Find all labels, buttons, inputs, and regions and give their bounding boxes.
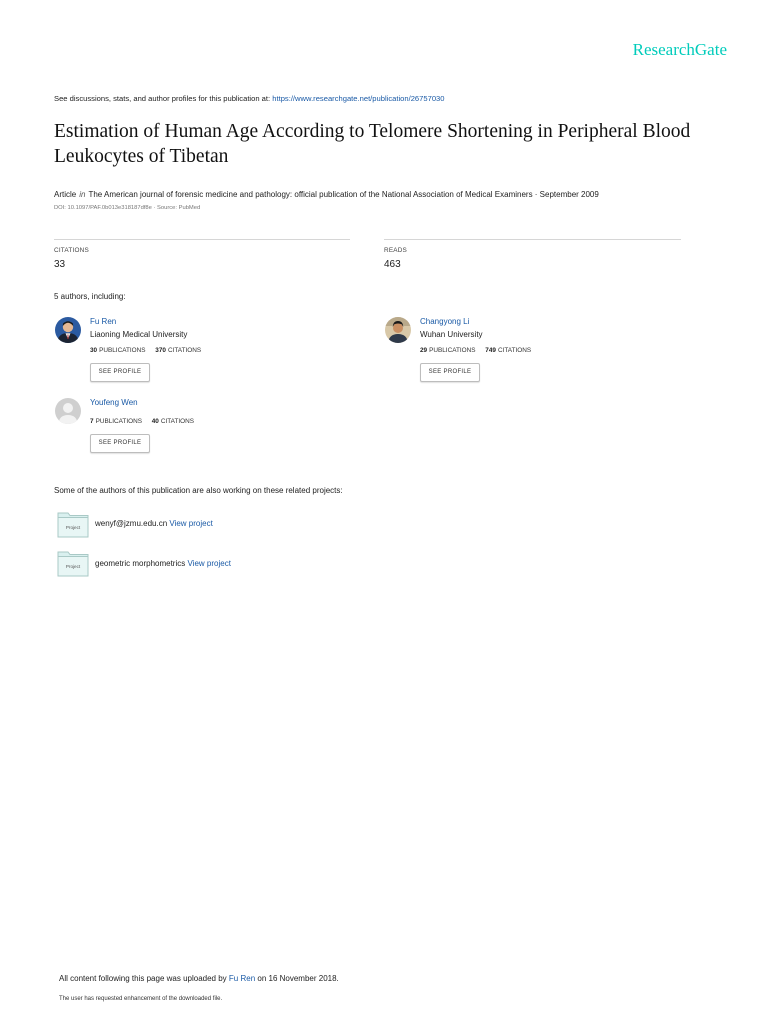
publications-count: 30 [90,347,98,354]
publications-label: PUBLICATIONS [429,347,476,354]
citations-value: 33 [54,259,66,270]
upload-suffix: on 16 November 2018. [257,974,339,983]
author-institution: Liaoning Medical University [90,330,188,339]
view-project-link[interactable]: View project [187,559,231,568]
author-name[interactable]: Changyong Li [420,317,470,326]
author-stats [420,347,531,354]
avatar[interactable] [55,398,81,424]
paper-title: Estimation of Human Age According to Telomere Shortening in Peripheral Blood Leukocytes of Tibetan [54,121,691,167]
citations-label: CITATIONS [167,347,202,354]
author-stats [90,418,194,425]
author-name[interactable]: Youfeng Wen [90,398,138,407]
publications-count: 7 [90,418,94,425]
project-folder-icon [57,510,89,538]
projects-header: Some of the authors of this publication are also working on these related projects: [54,486,343,495]
divider [54,239,350,240]
avatar[interactable] [385,317,411,343]
citations-count: 40 [151,418,159,425]
svg-text:Project: Project [65,525,81,530]
see-profile-button[interactable]: SEE PROFILE [420,363,480,382]
see-profile-button[interactable]: SEE PROFILE [90,363,150,382]
enhancement-note: The user has requested enhancement of the downloaded file. [59,996,223,1002]
authors-header: 5 authors, including: [54,292,126,301]
project-name: geometric morphometrics [95,559,186,568]
researchgate-logo[interactable]: ResearchGate [632,40,727,59]
author-institution: Wuhan University [420,330,483,339]
reads-value: 463 [384,259,401,270]
avatar[interactable] [55,317,81,343]
discussion-prefix: See discussions, stats, and author profiles for this publication at: [54,94,271,103]
upload-prefix: All content following this page was uploaded by [59,974,227,983]
discussion-line [54,94,445,103]
author-name[interactable]: Fu Ren [90,317,117,326]
see-profile-button[interactable]: SEE PROFILE [90,434,150,453]
divider [384,239,681,240]
article-in: in [79,190,86,199]
publications-label: PUBLICATIONS [95,418,142,425]
person-photo-icon [55,317,81,343]
project-item [95,559,231,568]
person-photo-icon [385,317,411,343]
publications-label: PUBLICATIONS [99,347,146,354]
publication-url-link[interactable]: https://www.researchgate.net/publication/26757030 [272,94,445,103]
article-info-line [54,190,599,199]
citations-label: CITATIONS [160,418,194,425]
default-avatar-icon [55,398,81,424]
view-project-link[interactable]: View project [169,519,213,528]
reads-label: READS [384,247,408,254]
doi-line: DOI: 10.1097/PAF.0b013e318187df8e · Source: PubMed [54,205,201,211]
citations-count: 749 [485,347,496,354]
publications-count: 29 [420,347,428,354]
citations-label: CITATIONS [54,247,89,254]
project-folder-icon [57,549,89,577]
citations-count: 370 [155,347,166,354]
upload-info [59,974,339,983]
citations-label: CITATIONS [497,347,532,354]
svg-text:Project: Project [65,564,81,569]
project-name: wenyf@jzmu.edu.cn [95,519,168,528]
article-type: Article [54,190,77,199]
author-stats [90,347,201,354]
uploader-link[interactable]: Fu Ren [228,974,256,983]
journal-name[interactable]: The American journal of forensic medicine and pathology: official publication of the National Association of Medical Examiners · September 2009 [88,190,599,199]
project-item [95,519,213,528]
